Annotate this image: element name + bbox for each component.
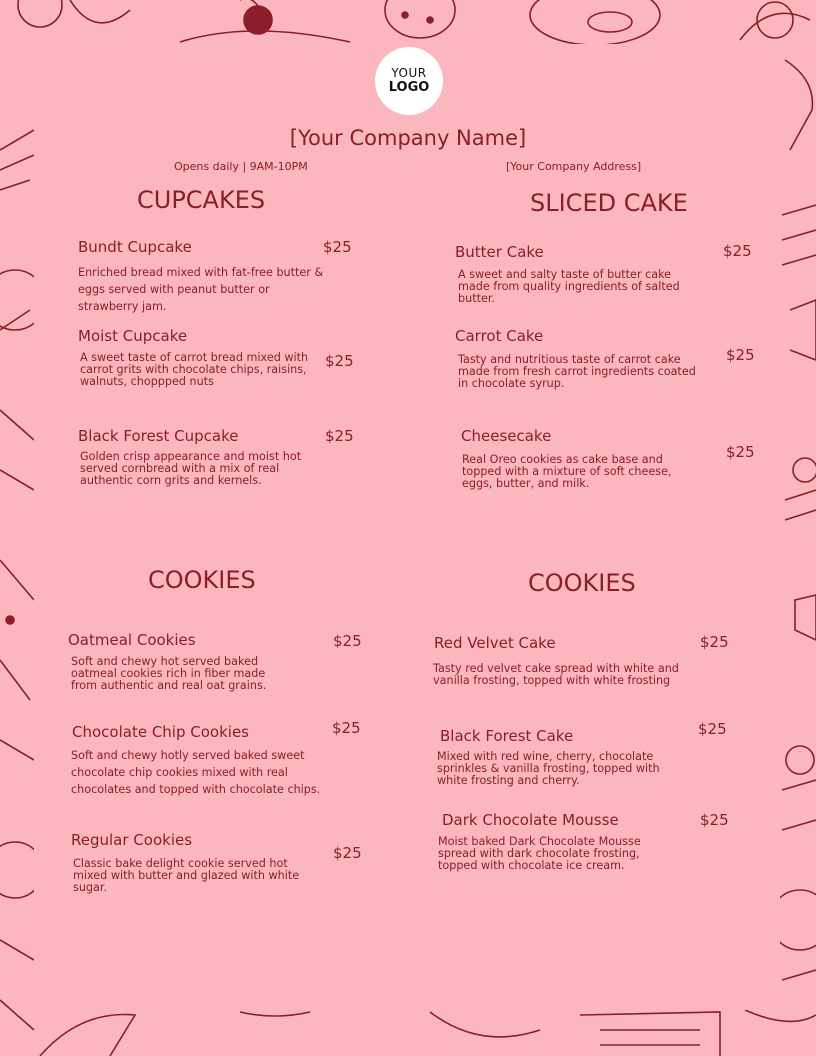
item-name: Black Forest Cupcake <box>78 427 239 445</box>
item-price: $25 <box>698 720 727 738</box>
item-name: Carrot Cake <box>455 327 544 345</box>
opening-hours: Opens daily | 9AM-10PM <box>174 160 308 173</box>
item-price: $25 <box>726 346 755 364</box>
item-description: Enriched bread mixed with fat-free butter & eggs served with peanut butter or strawberry jam. <box>78 266 324 313</box>
logo-line-2: LOGO <box>388 80 430 95</box>
item-name: Moist Cupcake <box>78 327 188 345</box>
item-description: A sweet taste of carrot bread mixed with carrot grits with chocolate chips, raisins, walnuts, choppped nuts <box>80 351 309 388</box>
item-price: $25 <box>323 238 352 256</box>
item-name: Red Velvet Cake <box>434 634 556 652</box>
item-description: Tasty and nutritious taste of carrot cake made from fresh carrot ingredients coated in chocolate syrup. <box>458 353 696 390</box>
item-name: Butter Cake <box>455 243 544 261</box>
item-price: $25 <box>333 632 362 650</box>
item-name: Black Forest Cake <box>440 727 574 745</box>
item-price: $25 <box>700 633 729 651</box>
company-address: [Your Company Address] <box>506 160 642 173</box>
item-price: $25 <box>723 242 752 260</box>
section-title-cookies-cakes: COOKIES <box>528 569 636 597</box>
item-price: $25 <box>332 719 361 737</box>
section-title-cupcakes: CUPCAKES <box>137 186 266 214</box>
logo-line-1: YOUR <box>391 66 427 80</box>
item-description: Moist baked Dark Chocolate Mousse spread with dark chocolate frosting, topped with chocolate ice cream. <box>438 835 641 872</box>
item-description: Real Oreo cookies as cake base and topped with a mixture of soft cheese, eggs, butter, and milk. <box>462 453 672 490</box>
item-price: $25 <box>333 844 362 862</box>
item-name: Dark Chocolate Mousse <box>442 811 619 829</box>
item-description: A sweet and salty taste of butter cake made from quality ingredients of salted butter. <box>458 268 680 305</box>
company-name: [Your Company Name] <box>289 126 527 150</box>
item-price: $25 <box>325 427 354 445</box>
item-price: $25 <box>325 352 354 370</box>
item-description: Tasty red velvet cake spread with white and vanilla frosting, topped with white frosting <box>433 662 679 687</box>
section-title-sliced-cake: SLICED CAKE <box>530 189 688 217</box>
item-price: $25 <box>726 443 755 461</box>
item-description: Mixed with red wine, cherry, chocolate sprinkles & vanilla frosting, topped with white frosting and cherry. <box>437 750 660 787</box>
logo-badge <box>375 47 443 115</box>
section-title-cookies: COOKIES <box>148 566 256 594</box>
item-description: Golden crisp appearance and moist hot served cornbread with a mix of real authentic corn grits and kernels. <box>80 450 302 487</box>
item-price: $25 <box>700 811 729 829</box>
item-name: Bundt Cupcake <box>78 238 192 256</box>
item-description: Classic bake delight cookie served hot mixed with butter and glazed with white sugar. <box>73 857 300 894</box>
item-description: Soft and chewy hotly served baked sweet chocolate chip cookies mixed with real chocolates and topped with chocolate chips. <box>71 749 321 796</box>
item-name: Regular Cookies <box>71 831 193 849</box>
item-name: Chocolate Chip Cookies <box>72 723 249 741</box>
item-description: Soft and chewy hot served baked oatmeal cookies rich in fiber made from authentic and real oat grains. <box>71 655 267 692</box>
item-name: Cheesecake <box>461 427 552 445</box>
item-name: Oatmeal Cookies <box>68 631 196 649</box>
